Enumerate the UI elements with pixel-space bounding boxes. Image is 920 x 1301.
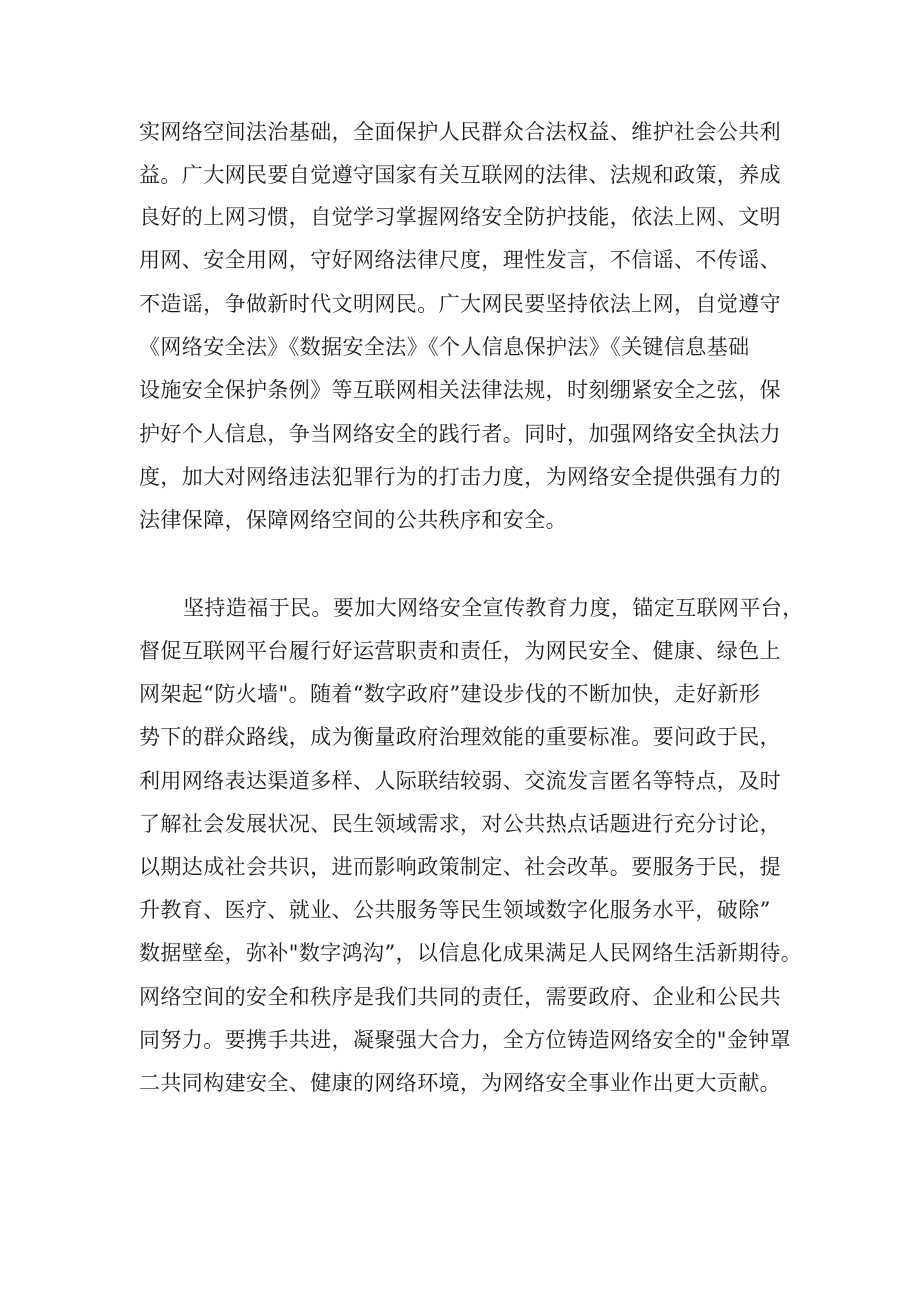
text-line: 数据壁垒，弥补"数字鸿沟”，以信息化成果满足人民网络生活新期待。 (139, 941, 803, 965)
text-line: 了解社会发展状况、民生领域需求，对公共热点话题进行充分讨论， (139, 812, 781, 836)
text-line: 以期达成社会共识，进而影响政策制定、社会改革。要服务于民，提 (139, 855, 781, 879)
text-line: 用网、安全用网，守好网络法律尺度，理性发言，不信谣、不传谣、 (139, 248, 781, 272)
text-line: 坚持造福于民。要加大网络安全宣传教育力度，锚定互联网平台， (183, 596, 804, 620)
text-line: 益。广大网民要自觉遵守国家有关互联网的法律、法规和政策，养成 (139, 163, 781, 187)
text-line: 法律保障，保障网络空间的公共秩序和安全。 (139, 508, 567, 532)
text-line: 度，加大对网络违法犯罪行为的打击力度，为网络安全提供强有力的 (139, 465, 781, 489)
text-line: 利用网络表达渠道多样、人际联结较弱、交流发言匿名等特点，及时 (139, 769, 781, 793)
text-line: 设施安全保护条例》等互联网相关法律法规，时刻绷紧安全之弦，保 (139, 378, 781, 402)
text-line: 网架起“防火墙"。随着“数字政府”建设步伐的不断加快，走好新形 (139, 682, 761, 706)
text-line: 督促互联网平台履行好运营职责和责任，为网民安全、健康、绿色上 (139, 639, 781, 663)
text-line: 不造谣，争做新时代文明网民。广大网民要坚持依法上网，自觉遵守 (139, 292, 781, 316)
text-line: 二共同构建安全、健康的网络环境，为网络安全事业作出更大贡献。 (139, 1071, 781, 1095)
text-line: 升教育、医疗、就业、公共服务等民生领域数字化服务水平，破除” (139, 898, 771, 922)
text-line: 《网络安全法》《数据安全法》《个人信息保护法》《关键信息基础 (139, 335, 750, 359)
text-line: 实网络空间法治基础，全面保护人民群众合法权益、维护社会公共利 (139, 120, 781, 144)
text-line: 势下的群众路线，成为衡量政府治理效能的重要标准。要问政于民， (139, 725, 781, 749)
text-line: 网络空间的安全和秩序是我们共同的责任，需要政府、企业和公民共 (139, 985, 781, 1009)
text-line: 良好的上网习惯，自觉学习掌握网络安全防护技能，依法上网、文明 (139, 205, 781, 229)
text-line: 同努力。要携手共进，凝聚强大合力，全方位铸造网络安全的"金钟罩 (139, 1028, 792, 1052)
text-line: 护好个人信息，争当网络安全的践行者。同时，加强网络安全执法力 (139, 422, 781, 446)
